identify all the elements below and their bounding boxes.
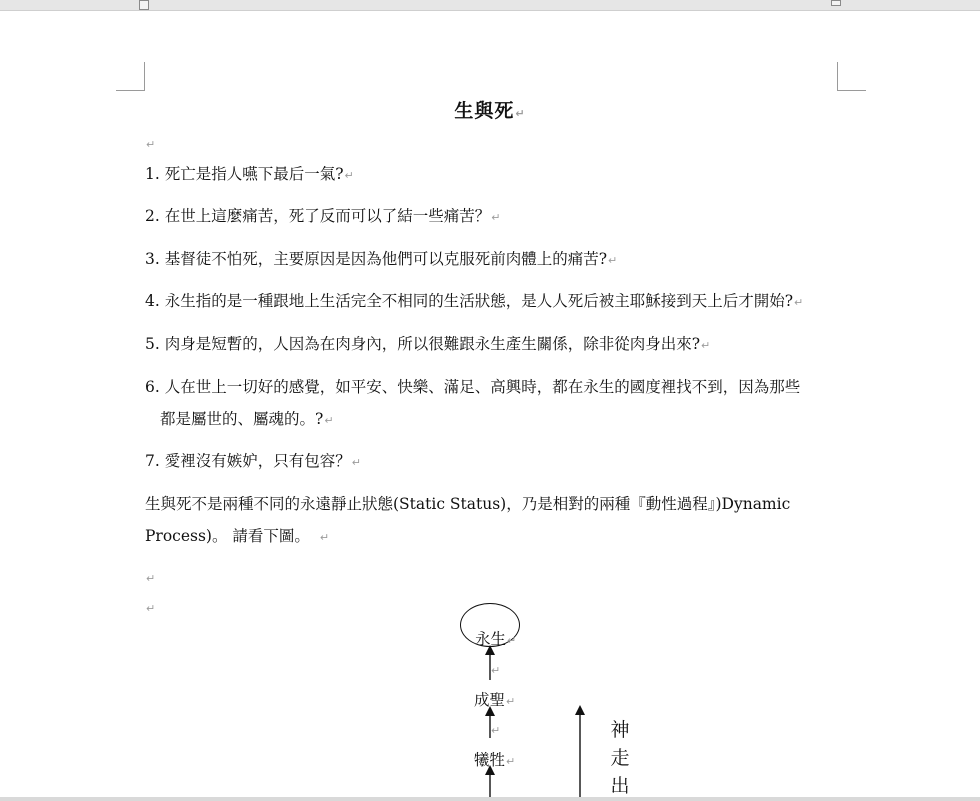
node-eternal-life: 永生↵ [475,630,517,648]
node-sanctification: 成聖↵ [474,691,516,709]
empty-paragraph-mark: ↵ [146,138,156,151]
summary-line-2: Process)。 請看下圖。 ↵ [145,527,330,545]
bottom-edge [0,797,980,801]
summary-line-1: 生與死不是兩種不同的永遠靜止狀態(Static Status)，乃是相對的兩種『動性過程』)Dynamic [145,495,791,513]
question-6: 6. 人在世上一切好的感覺，如平安、快樂、滿足、高興時，都在永生的國度裡找不到，因為那些 [145,378,801,396]
node-sacrifice: 犧牲↵ [474,751,516,769]
empty-paragraph-mark: ↵ [146,602,156,615]
side-text-char: 出 [610,775,630,797]
empty-paragraph-mark: ↵ [146,572,156,585]
question-4: 4. 永生指的是一種跟地上生活完全不相同的生活狀態，是人人死后被主耶穌接到天上后才開始?↵ [145,292,804,310]
question-5: 5. 肉身是短暫的，人因為在肉身內，所以很難跟永生產生關係，除非從肉身出來?↵ [145,335,711,353]
question-2: 2. 在世上這麼痛苦，死了反而可以了結一些痛苦？↵ [145,207,501,225]
question-3: 3. 基督徒不怕死，主要原因是因為他們可以克服死前肉體上的痛苦?↵ [145,250,618,268]
question-1: 1. 死亡是指人嚥下最后一氣?↵ [145,165,354,183]
empty-paragraph-mark: ↵ [491,664,501,677]
side-text-char: 神 [610,719,630,741]
document-title: 生與死↵ [454,100,526,122]
question-6-continued: 都是屬世的、屬魂的。?↵ [160,410,334,428]
question-7: 7. 愛裡沒有嫉妒，只有包容？↵ [145,452,361,470]
empty-paragraph-mark: ↵ [491,724,501,737]
side-text-char: 走 [610,747,630,769]
vertical-side-text [608,716,632,800]
